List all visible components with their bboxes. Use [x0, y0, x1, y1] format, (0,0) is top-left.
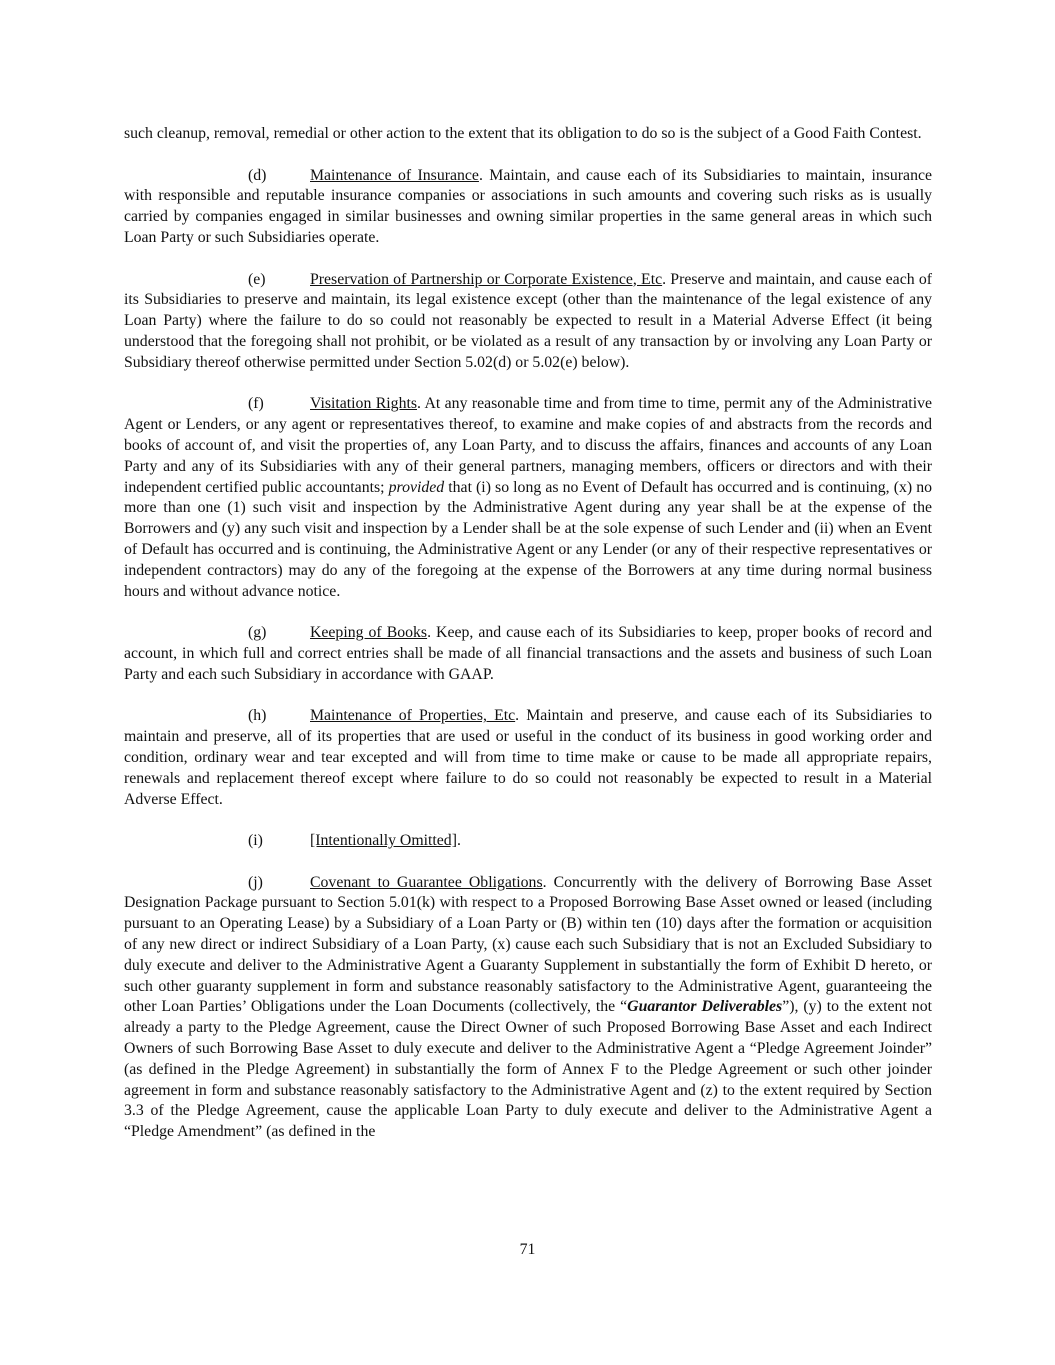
section-i-label: (i) [248, 832, 263, 850]
section-f-body-1: . At any reasonable time and from time to time, permit any of the Administrative Agent or Lenders, or any agent or representatives thereof, to examine and make copies of and abstracts from the records and books of account of, and visit the properties of, any Loan Party, and to discuss the affairs, finances and accounts of any Loan Party and any of its Subsidiaries with any of their general partners, managing members, officers or directors and with their independent certified public accountants; [124, 395, 932, 496]
section-e-body: . Preserve and maintain, and cause each of its Subsidiaries to preserve and maintain, its legal existence except (other than the maintenance of the legal existence of any Loan Party) where the failure to do so could not reasonably be expected to result in a Material Adverse Effect (it being understood that the foregoing shall not prohibit, or be violated as a result of any transaction by or involving any Loan Party or Subsidiary thereof otherwise permitted under Section 5.02(d) or 5.02(e) below). [124, 270, 932, 371]
section-f-italic-term: provided [388, 478, 445, 496]
section-g-body: . Keep, and cause each of its Subsidiaries to keep, proper books of record and account, in which full and correct entries shall be made of all financial transactions and the assets and business of such Loan Party and each such Subsidiary in accordance with GAAP. [124, 624, 933, 683]
section-f-paragraph [124, 394, 932, 602]
section-i-paragraph [124, 831, 932, 852]
section-f-body-2: that (i) so long as no Event of Default has occurred and is continuing, (x) no more than one (1) such visit and inspection by the Administrative Agent during any year shall be at the expense of the Borrowers and (y) any such visit and inspection by a Lender shall be at the sole expense of such Lender and (ii) when an Event of Default has occurred and is continuing, the Administrative Agent or any Lender (or any of their respective representatives or independent contractors) may do any of the foregoing at the expense of the Borrowers at any time during normal business hours and without advance notice. [124, 478, 932, 600]
section-d-paragraph [124, 166, 932, 249]
section-h-paragraph [124, 706, 932, 810]
page-number: 71 [519, 1241, 536, 1258]
section-i-heading: [Intentionally Omitted] [310, 832, 457, 850]
section-j-heading: Covenant to Guarantee Obligations [310, 873, 543, 891]
section-h-body: . Maintain and preserve, and cause each of its Subsidiaries to maintain and preserve, all of its properties that are used or useful in the conduct of its business in good working order and condition, ordinary wear and tear excepted and will from time to time make or cause to be made all appropriate repairs, renewals and replacement thereof except where failure to do so could not reasonably be expected to result in a Material Adverse Effect. [124, 707, 933, 808]
section-j-paragraph [124, 873, 932, 1143]
section-i-body: . [456, 832, 461, 850]
section-d-heading: Maintenance of Insurance [310, 166, 479, 184]
section-g-paragraph [124, 623, 932, 685]
section-e-label: (e) [248, 270, 266, 288]
section-d-label: (d) [248, 166, 267, 184]
document-page [124, 124, 932, 1164]
section-e-heading: Preservation of Partnership or Corporate Existence, Etc [310, 270, 663, 288]
section-j-body-1: . Concurrently with the delivery of Borrowing Base Asset Designation Package pursuant to Section 5.01(k) with respect to a Proposed Borrowing Base Asset owned or leased (including pursuant to an Operating Lease) by a Subsidiary of a Loan Party or (B) within ten (10) days after the formation or acquisition of any new direct or indirect Subsidiary of a Loan Party, (x) cause each such Subsidiary that is not an Excluded Subsidiary to duly execute and deliver to the Administrative Agent a Guaranty Supplement in substantially the form of Exhibit D hereto, or such other guaranty supplement in form and substance reasonably satisfactory to the Administrative Agent, guaranteeing the other Loan Parties’ Obligations under the Loan Documents (collectively, the “ [124, 873, 933, 1016]
section-h-label: (h) [248, 707, 267, 725]
section-g-heading: Keeping of Books [310, 624, 428, 642]
section-e-paragraph [124, 270, 932, 374]
section-g-label: (g) [248, 624, 267, 642]
section-j-label: (j) [248, 873, 263, 891]
section-f-label: (f) [248, 395, 264, 413]
continuation-paragraph: such cleanup, removal, remedial or other action to the extent that its obligation to do so is the subject of a Good Faith Contest. [124, 125, 922, 142]
section-f-heading: Visitation Rights [310, 395, 418, 413]
section-j-body-2: ”), (y) to the extent not already a party to the Pledge Agreement, cause the Direct Owner of such Proposed Borrowing Base Asset and each Indirect Owners of such Borrowing Base Asset to duly execute and deliver to the Administrative Agent a “Pledge Agreement Joinder” (as defined in the Pledge Agreement) in substantially the form of Annex F to the Pledge Agreement or such other joinder agreement in form and substance reasonably satisfactory to the Administrative Agent and (z) to the extent required by Section 3.3 of the Pledge Agreement, cause the applicable Loan Party to duly execute and deliver to the Administrative Agent a “Pledge Amendment” (as defined in the [124, 998, 932, 1141]
section-d-body: . Maintain, and cause each of its Subsidiaries to maintain, insurance with responsible and reputable insurance companies or associations in such amounts and covering such risks as is usually carried by companies engaged in similar businesses and owning similar properties in the same general areas in which such Loan Party or such Subsidiaries operate. [124, 166, 932, 246]
section-h-heading: Maintenance of Properties, Etc [310, 707, 516, 725]
section-j-defined-term: Guarantor Deliverables [627, 998, 783, 1016]
